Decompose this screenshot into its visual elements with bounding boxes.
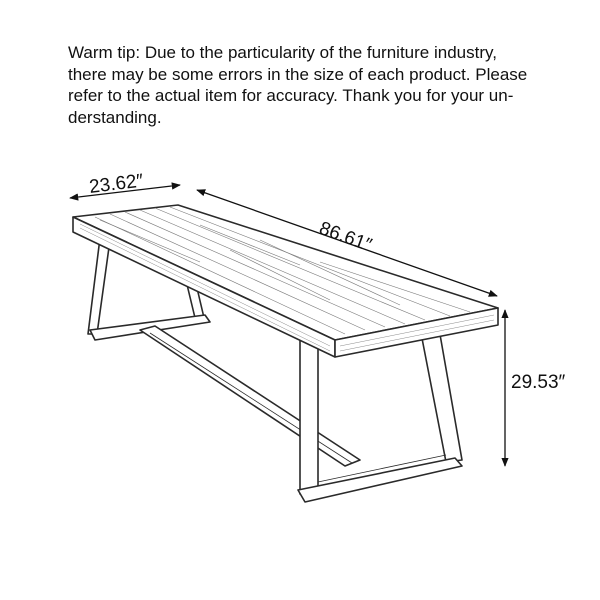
depth-dimension-label: 23.62″ (88, 170, 145, 198)
bench-illustration (73, 205, 498, 502)
warm-tip-line: there may be some errors in the size of each product. Please (68, 64, 528, 84)
length-dimension-label: 86.61″ (316, 217, 375, 257)
height-dimension-label: 29.53″ (511, 372, 566, 393)
warm-tip-line: Warm tip: Due to the particularity of the furniture industry, (68, 43, 497, 62)
warm-tip-line: refer to the actual item for accuracy. Thank you for your un- (68, 86, 514, 105)
warm-tip-line: derstanding. (68, 107, 162, 127)
